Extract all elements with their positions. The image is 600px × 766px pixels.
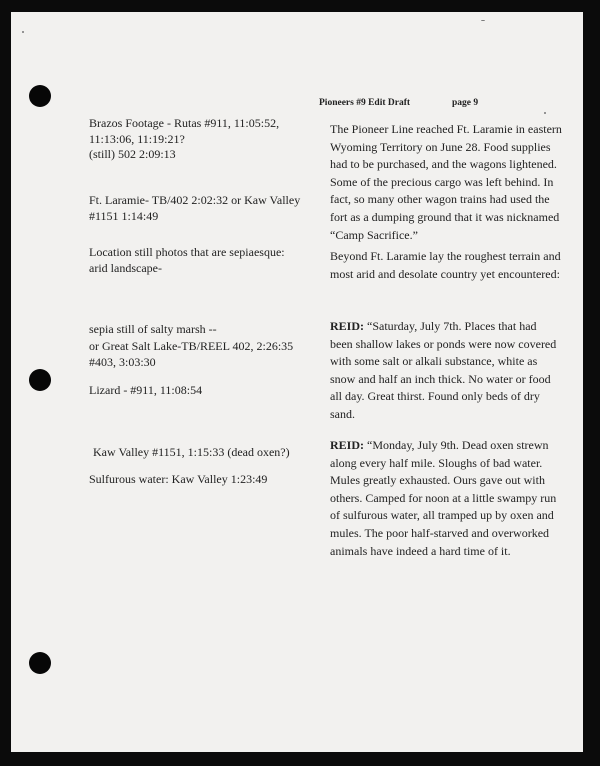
footage-note-sulfurous-water: Sulfurous water: Kaw Valley 1:23:49 [89,472,268,486]
binder-hole-middle [29,369,51,391]
binder-hole-bottom [29,652,51,674]
document-page [11,12,583,752]
header-title: Pioneers #9 Edit Draft [319,98,411,108]
reid-quote-july-7 [330,318,562,424]
paper-speck [22,31,24,33]
footage-note-ft-laramie: Ft. Laramie- TB/402 2:02:32 or Kaw Valley #1151 1:14:49 [89,193,301,223]
footage-note-location-stills: Location still photos that are sepiaesque: arid landscape- [89,245,285,275]
narration-paragraph [330,121,562,244]
paper-speck [544,112,546,114]
footage-note-dead-oxen: Kaw Valley #1151, 1:15:33 (dead oxen?) [93,445,290,459]
narration-text: The Pioneer Line reached Ft. Laramie in eastern Wyoming Territory on June 28. Food supplies had to be purchased, and the wagons lightened. Some of the precious cargo was left behind. In fact, so many other wagon trains had used the fort as a dumping ground that it was nicknamed “Camp Sacrifice.” [330,122,562,242]
paper-speck [481,20,485,21]
speaker-label: REID: [330,319,365,333]
footage-note-great-salt-lake: or Great Salt Lake-TB/REEL 402, 2:26:35 #403, 3:03:30 [89,339,294,369]
narration-paragraph [330,248,562,283]
quote-text: “Saturday, July 7th. Places that had been shallow lakes or ponds were now covered with some salt or alkali substance, white as snow and half an inch thick. No water or food all day. Great thirst. Found only beds of dry sand. [330,319,557,421]
narration-text: Beyond Ft. Laramie lay the roughest terrain and most arid and desolate country yet encountered: [330,249,561,281]
binder-hole-top [29,85,51,107]
footage-note-lizard: Lizard - #911, 11:08:54 [89,383,203,397]
footage-note-brazos: Brazos Footage - Rutas #911, 11:05:52, 11:13:06, 11:19:21? (still) 502 2:09:13 [89,116,280,161]
header-page-number: page 9 [452,98,479,108]
speaker-label: REID: [330,438,365,452]
footage-note-sepia-marsh: sepia still of salty marsh -- [89,322,217,336]
quote-text: “Monday, July 9th. Dead oxen strewn along every half mile. Sloughs of bad water. Mules greatly exhausted. Ours gave out with others. Camped for noon at a little swampy run of sulfurous water, all tramped up by oxen and mules. The poor half-starved and overworked animals have indeed a hard time of it. [330,438,557,558]
reid-quote-july-9 [330,437,562,560]
